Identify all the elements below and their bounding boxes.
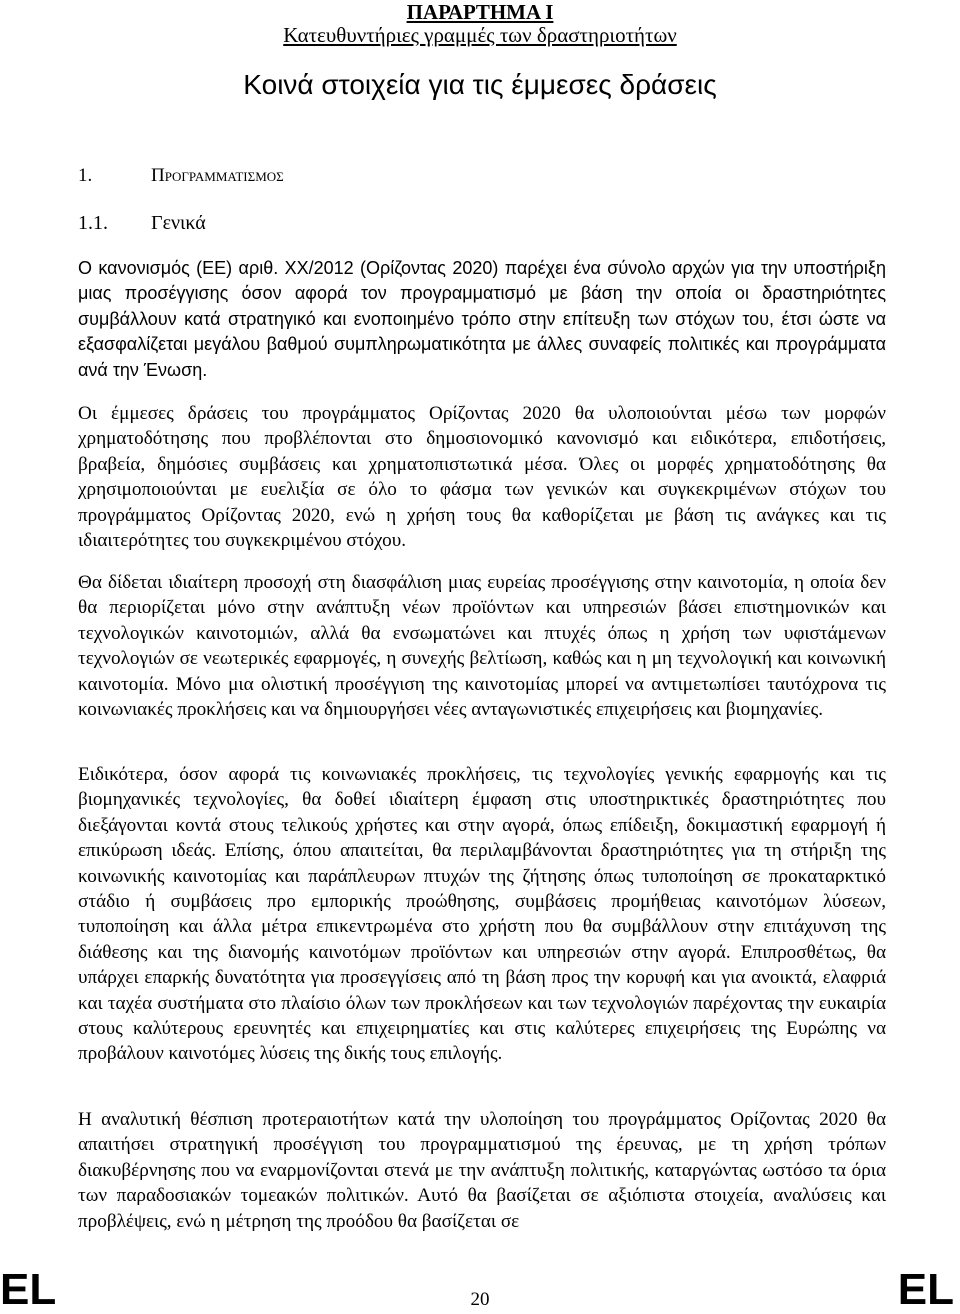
paragraph-1: Ο κανονισμός (ΕΕ) αριθ. XX/2012 (Ορίζοντας 2020) παρέχει ένα σύνολο αρχών για την υποστήριξη μιας προσέγγισης όσον αφορά τον προγραμματισμό με βάση την οποία οι δραστηριότητες συμβάλλουν κατά στρατηγικό και ενοποιημένο τρόπο στην επίτευξη των στόχων του, έτσι ώστε να εξασφαλίζεται μεγάλου βαθμού συμπληρωματικότητα με άλλες συναφείς πολιτικές και προγράμματα ανά την Ένωση.	[78, 258, 886, 380]
paragraph-5: Η αναλυτική θέσπιση προτεραιοτήτων κατά την υλοποίηση του προγράμματος Ορίζοντας 2020 θα απαιτήσει στρατηγική προσέγγιση του προγραμματισμού της έρευνας, με τη χρήση τρόπων διακυβέρνησης που να εναρμονίζονται στενά με την ανάπτυξη πολιτικής, καταργώντας ωστόσο τα όρια των παραδοσιακών τομεακών πολιτικών. Αυτό θα βασίζεται σε αξιόπιστα στοιχεία, αναλύσεις και προβλέψεις, ενώ η μέτρηση της προόδου θα βασίζεται σε	[78, 1109, 886, 1232]
annex-subtitle: Κατευθυντήριες γραμμές των δραστηριοτήτων	[283, 23, 677, 47]
page-title: Κοινά στοιχεία για τις έμμεσες δράσεις	[243, 69, 717, 100]
section-heading-programming	[78, 164, 284, 188]
subsection-number: 1.1.	[78, 212, 108, 234]
page-number: 20	[470, 1289, 490, 1310]
paragraph-4: Ειδικότερα, όσον αφορά τις κοινωνιακές προκλήσεις, τις τεχνολογίες γενικής εφαρμογής και τις βιομηχανικές τεχνολογίες, θα δοθεί ιδιαίτερη έμφαση στις υποστηρικτικές δραστηριότητες που διεξάγονται κοντά στους τελικούς χρήστες και στην αγορά, όπως επίδειξη, δοκιμαστική εφαρμογή ή επικύρωση ιδεάς. Επίσης, όπου απαιτείται, θα περιλαμβάνονται δραστηριότητες για τη στήριξη της κοινωνικής καινοτομίας και παράπλευρων πτυχών της ζήτησης όπως τυποποίηση σε προκαταρκτικό στάδιο ή συμβάσεις προ εμπορικής προώθησης, συμβάσεις προμήθειας καινοτόμων λύσεων, τυποποίηση και άλλα μέτρα επικεντρωμένα στο χρήστη που θα συμβάλλουν στην επιτάχυνση της διάθεσης και της διανομής καινοτόμων προϊόντων και υπηρεσιών στην αγορά. Επιπροσθέτως, θα υπάρχει επαρκής δυνατότητα για προσεγγίσεις από τη βάση προς την κορυφή και για ανοικτά, ελαφριά και ταχέα συστήματα στο πλαίσιο όλων των προκλήσεων και των τεχνολογιών παρέχοντας την ευκαιρία στους καλύτερους ερευνητές και επιχειρηματίες και στις καλύτερες επιχειρήσεις της Ευρώπης να προβάλουν καινοτόμες λύσεις της δικής τους επιλογής.	[78, 764, 886, 1065]
subsection-heading-general	[78, 211, 206, 235]
paragraph-2: Οι έμμεσες δράσεις του προγράμματος Ορίζοντας 2020 θα υλοποιούνται μέσω των μορφών χρηματοδότησης που προβλέπονται στο δημοσιονομικό κανονισμό και ειδικότερα, επιδοτήσεις, βραβεία, δημόσιες συμβάσεις και χρηματοπιστωτικά μέσα. Όλες οι μορφές χρηματοδότησης θα χρησιμοποιούνται με ευελιξία σε όλο το φάσμα των γενικών και συγκεκριμένων στόχων του προγράμματος Ορίζοντας 2020, ενώ η χρήση τους θα καθορίζεται με βάση τις ανάγκες και τις ιδιαιτερότητες του συγκεκριμένου στόχου.	[78, 403, 886, 552]
subsection-title: Γενικά	[151, 212, 206, 234]
annex-title: ΠΑΡΑΡΤΗΜΑ I	[406, 0, 554, 24]
paragraph-3: Θα δίδεται ιδιαίτερη προσοχή στη διασφάλιση μιας ευρείας προσέγγισης στην καινοτομία, η οποία δεν θα περιορίζεται μόνο στην ανάπτυξη νέων προϊόντων και υπηρεσιών βάσει επιστημονικών και τεχνολογικών καινοτομιών, αλλά θα ενσωματώνει και πτυχές όπως η χρήση των υφιστάμενων τεχνολογιών σε νεωτερικές εφαρμογές, η συνεχής βελτίωση, καθώς και η μη τεχνολογική και κοινωνική καινοτομία. Μόνο μια ολιστική προσέγγιση της καινοτομίας μπορεί να αντιμετωπίσει ταυτόχρονα τις κοινωνιακές προκλήσεις και να δημιουργήσει νέες ανταγωνιστικές επιχειρήσεις και βιομηχανίες.	[78, 572, 886, 721]
section-number: 1.	[78, 165, 93, 186]
section-title: Προγραμματισμος	[151, 165, 284, 186]
footer-language-code-right: EL	[897, 1265, 954, 1314]
footer-language-code-left: EL	[0, 1265, 57, 1314]
